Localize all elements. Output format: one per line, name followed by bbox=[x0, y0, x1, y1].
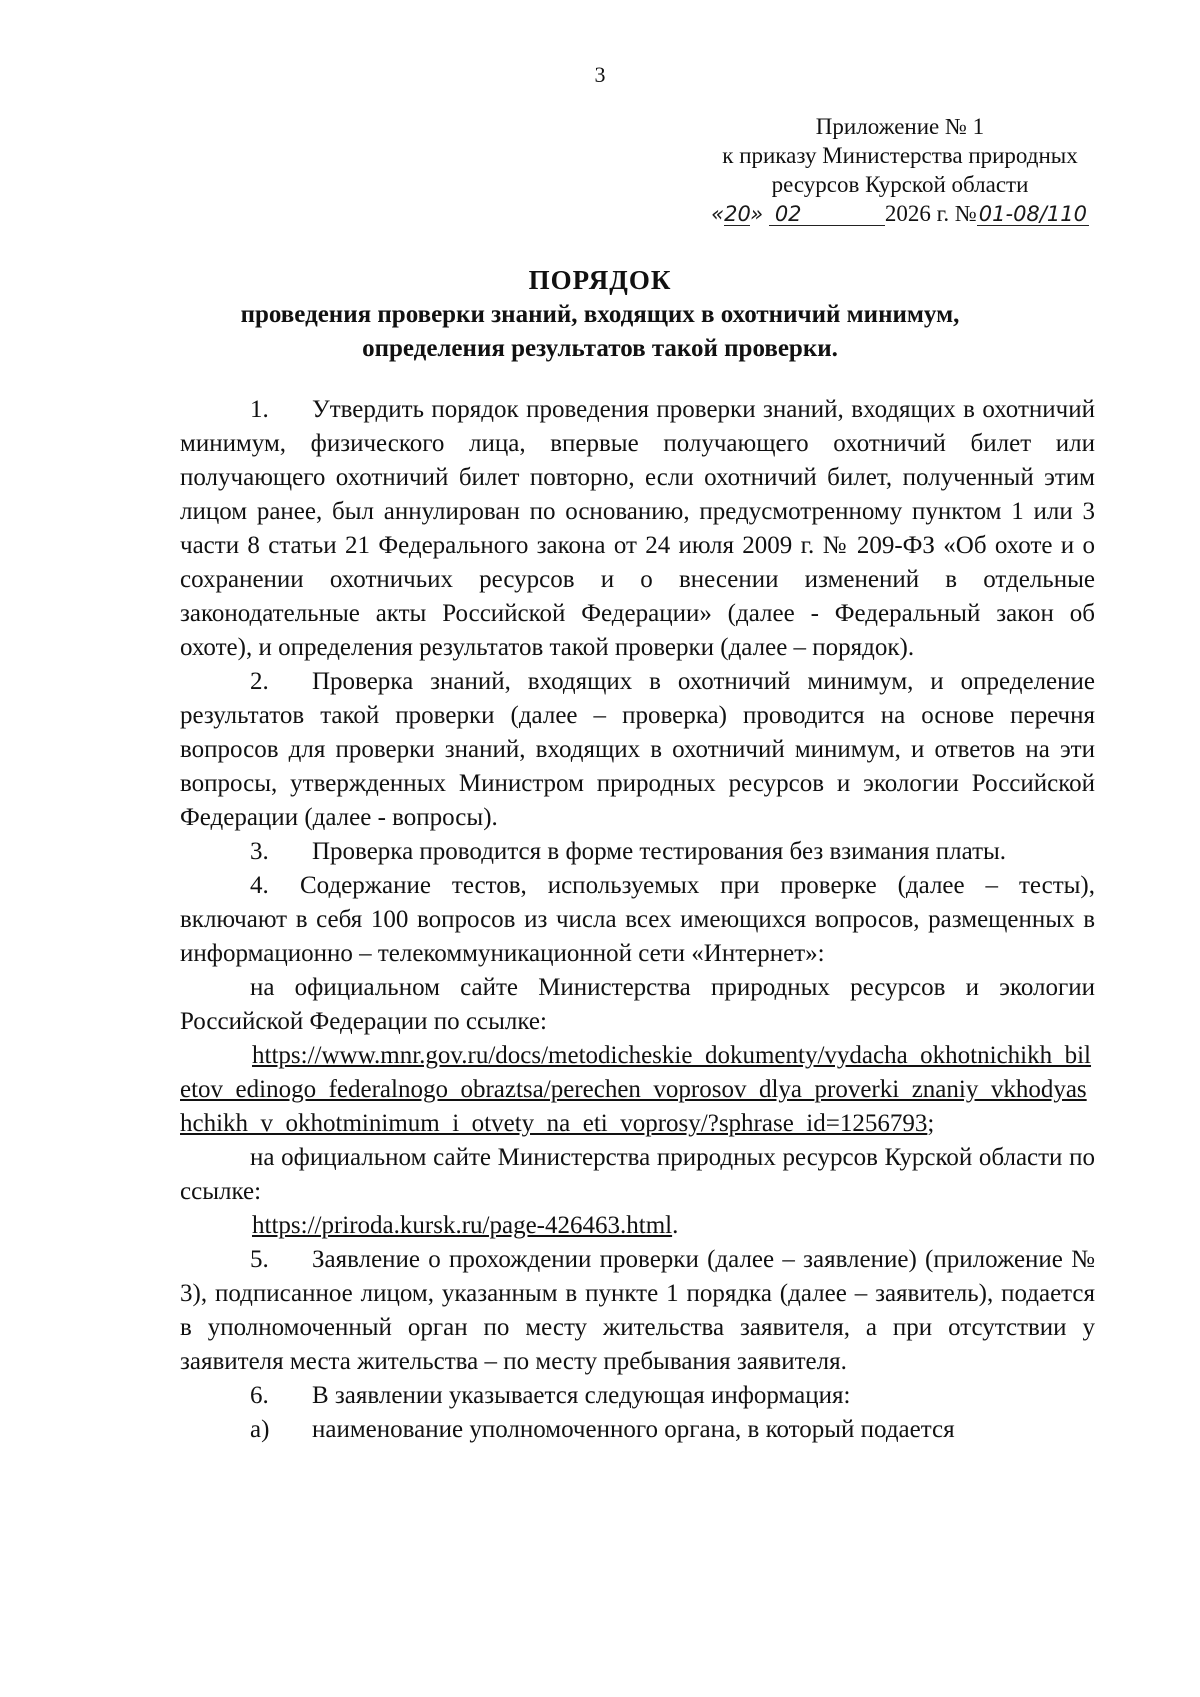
link-suffix: . bbox=[672, 1212, 679, 1239]
order-number: 01-08/110 bbox=[978, 202, 1087, 226]
document-title bbox=[0, 262, 1200, 366]
appendix-header bbox=[690, 112, 1110, 229]
priroda-kursk-link[interactable]: https://priroda.kursk.ru/page-426463.html bbox=[252, 1212, 673, 1239]
paragraph-2 bbox=[180, 665, 1095, 835]
date-month: 02 bbox=[769, 203, 885, 226]
date-year: 2026 г. № bbox=[884, 201, 977, 226]
appendix-line-1: Приложение № 1 bbox=[815, 114, 985, 139]
paragraph-number: 1. bbox=[250, 396, 269, 423]
paragraph-4a-link bbox=[180, 1039, 1095, 1141]
date-close-quote: » bbox=[750, 202, 764, 226]
page-number: 3 bbox=[594, 62, 606, 87]
paragraph-text: Заявление о прохождении проверки (далее – заявление) (приложение № 3), подписанное лицом, указанным в пункте 1 порядка (далее – заявитель), подается в уполномоченный орган по месту жительства заявителя, а при отсутствии у заявителя места жительства – по месту пребывания заявителя. bbox=[180, 1246, 1095, 1375]
document-body bbox=[180, 393, 1095, 1447]
paragraph-number: 6. bbox=[250, 1382, 269, 1409]
date-open-quote: « bbox=[711, 202, 725, 226]
paragraph-1 bbox=[180, 393, 1095, 665]
title-sub-line-2: определения результатов такой проверки. bbox=[362, 335, 838, 362]
appendix-line-2: к приказу Министерства природных bbox=[722, 143, 1078, 168]
paragraph-text: на официальном сайте Министерства природных ресурсов и экологии Российской Федерации по ссылке: bbox=[180, 974, 1095, 1035]
paragraph-text: Проверка знаний, входящих в охотничий минимум, и определение результатов такой проверки (далее – проверка) проводится на основе перечня вопросов для проверки знаний, входящих в охотничий минимум, и ответов на эти вопросы, утвержденных Министром природных ресурсов и экологии Российской Федерации (далее - вопросы). bbox=[180, 668, 1095, 831]
paragraph-6a bbox=[180, 1413, 1095, 1447]
mnr-link[interactable]: https://www.mnr.gov.ru/docs/metodicheskie_dokumenty/vydacha_okhotnichikh_biletov_edinogo_federalnogo_obraztsa/perechen_voprosov_dlya_proverki_znaniy_vkhodyashchikh_v_okhotminimum_i_otvety_na_eti_voprosy/?sphrase_id=1256793 bbox=[180, 1042, 1092, 1137]
paragraph-number: 2. bbox=[250, 668, 269, 695]
paragraph-6 bbox=[180, 1379, 1095, 1413]
paragraph-text: наименование уполномоченного органа, в который подается bbox=[312, 1416, 955, 1443]
title-sub-line-1: проведения проверки знаний, входящих в охотничий минимум, bbox=[240, 301, 960, 328]
paragraph-4b-link bbox=[180, 1209, 1095, 1243]
paragraph-5 bbox=[180, 1243, 1095, 1379]
paragraph-4 bbox=[180, 869, 1095, 971]
paragraph-text: на официальном сайте Министерства природных ресурсов Курской области по ссылке: bbox=[180, 1144, 1095, 1205]
appendix-date-line bbox=[690, 199, 1110, 229]
title-main: ПОРЯДОК bbox=[528, 265, 672, 295]
paragraph-text: В заявлении указывается следующая информация: bbox=[312, 1382, 851, 1409]
paragraph-number: 5. bbox=[250, 1246, 269, 1273]
paragraph-3 bbox=[180, 835, 1095, 869]
paragraph-text: Утвердить порядок проведения проверки знаний, входящих в охотничий минимум, физического лица, впервые получающего охотничий билет или получающего охотничий билет повторно, если охотничий билет, полученный этим лицом ранее, был аннулирован по основанию, предусмотренному пунктом 1 или 3 части 8 статьи 21 Федерального закона от 24 июля 2009 г. № 209-ФЗ «Об охоте и о сохранении охотничьих ресурсов и о внесении изменений в отдельные законодательные акты Российской Федерации» (далее - Федеральный закон об охоте), и определения результатов такой проверки (далее – порядок). bbox=[180, 396, 1095, 661]
paragraph-number: 3. bbox=[250, 838, 269, 865]
paragraph-4b bbox=[180, 1141, 1095, 1209]
paragraph-text: Проверка проводится в форме тестирования без взимания платы. bbox=[312, 838, 1007, 865]
date-day: 20 bbox=[724, 202, 751, 226]
paragraph-text: Содержание тестов, используемых при проверке (далее – тесты), включают в себя 100 вопросов из числа всех имеющихся вопросов, размещенных в информационно – телекоммуникационной сети «Интернет»: bbox=[180, 872, 1095, 967]
paragraph-number: а) bbox=[250, 1416, 270, 1443]
link-suffix: ; bbox=[927, 1110, 935, 1137]
appendix-line-3: ресурсов Курской области bbox=[771, 172, 1029, 197]
paragraph-4a bbox=[180, 971, 1095, 1039]
paragraph-number: 4. bbox=[250, 872, 269, 899]
